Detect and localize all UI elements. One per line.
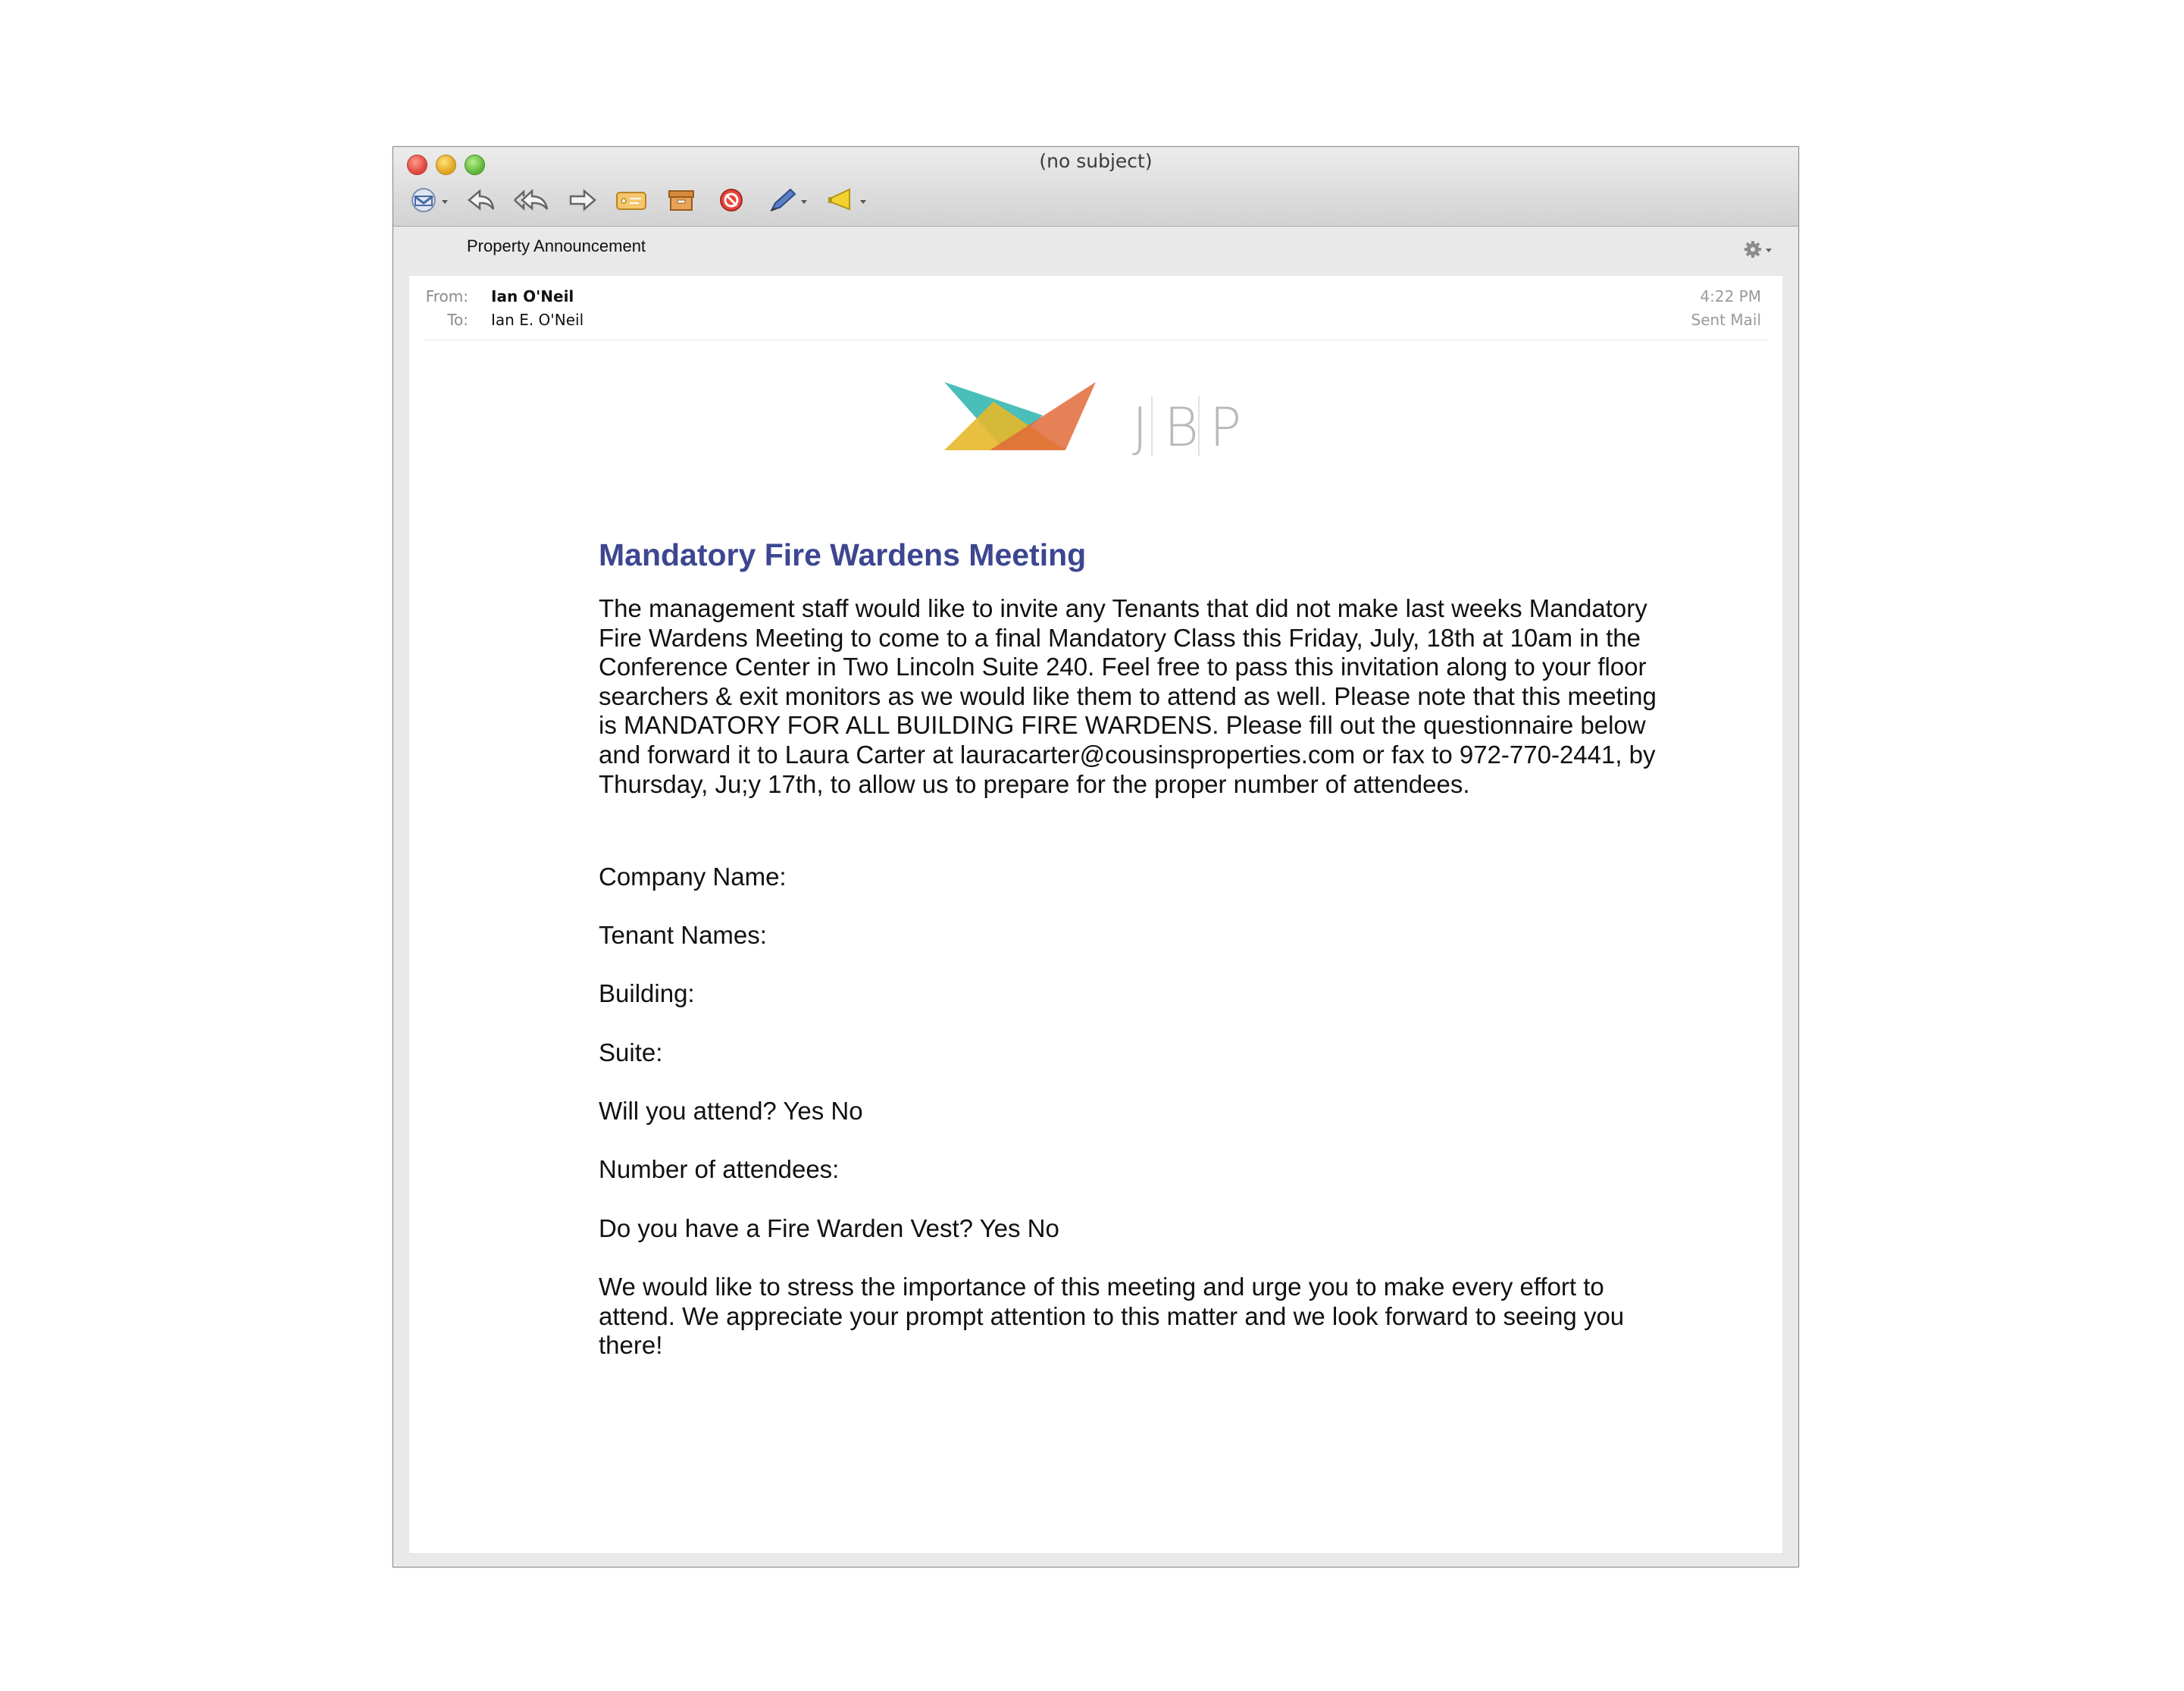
logo-letter-b: B	[1164, 396, 1199, 459]
message-heading: Mandatory Fire Wardens Meeting	[599, 537, 1087, 572]
forward-icon[interactable]	[568, 186, 598, 214]
form-line-company: Company Name:	[599, 863, 787, 891]
form-line-building: Building:	[599, 979, 695, 1007]
form-line-attend: Will you attend? Yes No	[599, 1097, 863, 1125]
message-view[interactable]	[409, 276, 1782, 1553]
flag-icon[interactable]	[827, 186, 872, 214]
reply-all-icon[interactable]	[513, 186, 549, 214]
gear-icon[interactable]	[1744, 240, 1776, 262]
logo-letter-p: P	[1209, 396, 1242, 459]
jbp-logo	[944, 380, 1263, 468]
window-title: (no subject)	[1039, 150, 1153, 172]
form-line-suite: Suite:	[599, 1038, 663, 1066]
tag-icon[interactable]	[615, 186, 648, 214]
compose-icon[interactable]	[768, 186, 813, 214]
form-line-vest: Do you have a Fire Warden Vest? Yes No	[599, 1214, 1059, 1242]
message-closing: We would like to stress the importance of this meeting and urge you to make every effort to attend. We appreciate your prompt attention to this matter and we look forward to seeing you there!	[599, 1273, 1625, 1360]
mailbox-folder: Sent Mail	[1691, 311, 1761, 329]
title-bar[interactable]	[393, 147, 1798, 227]
to-recipient[interactable]: Ian E. O'Neil	[491, 311, 584, 329]
message-paragraph: The management staff would like to invite any Tenants that did not make last weeks Mandatory Fire Wardens Meeting to come to a final Mandatory Class this Friday, July, 18th at 10am in the Conference Center in Two Lincoln Suite 240. Feel free to pass this invitation along to your floor searchers & exit monitors as we would like them to attend as well. Please note that this meeting is MANDATORY FOR ALL BUILDING FIRE WARDENS. Please fill out the questionnaire below and forward it to Laura Carter at lauracarter@cousinsproperties.com or fax to 972-770-2441, by Thursday, Ju;y 17th, to allow us to prepare for the proper number of attendees.	[599, 594, 1657, 798]
sent-time: 4:22 PM	[1700, 287, 1761, 305]
get-mail-icon[interactable]	[408, 186, 454, 214]
subject-bar	[393, 227, 1798, 271]
from-sender[interactable]: Ian O'Neil	[491, 287, 574, 305]
logo-letter-j: J	[1132, 396, 1148, 459]
from-label: From:	[425, 287, 468, 305]
archive-icon[interactable]	[666, 186, 696, 214]
junk-icon[interactable]	[716, 186, 746, 214]
subject-title: Property Announcement	[467, 236, 646, 255]
reply-icon[interactable]	[466, 186, 496, 214]
form-line-tenants: Tenant Names:	[599, 921, 767, 949]
to-label: To:	[447, 311, 468, 329]
form-line-attendees: Number of attendees:	[599, 1155, 840, 1183]
